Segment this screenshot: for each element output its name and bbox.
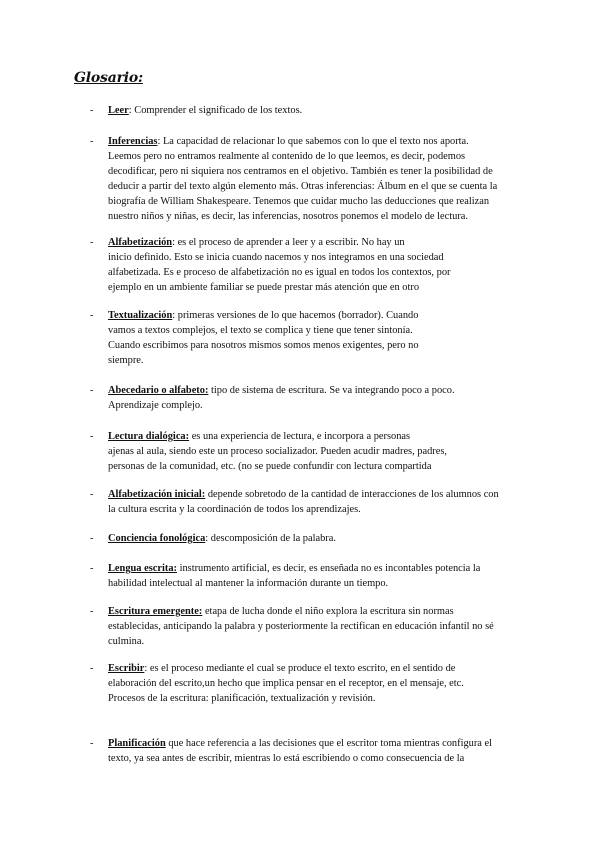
term: Alfabetización inicial: — [108, 489, 206, 500]
bullet-dash: - — [90, 237, 94, 248]
glossary-entry-escritura-emergente — [90, 604, 530, 649]
term: Leer — [108, 105, 129, 116]
bullet-dash: - — [90, 310, 94, 321]
glossary-entry-alfabetizacion-inicial — [90, 487, 530, 517]
definition-line: la cultura escrita y la coordinación de todos los aprendizajes. — [108, 504, 361, 515]
bullet-dash: - — [90, 489, 94, 500]
definition-line: elaboración del escrito,un hecho que implica pensar en el receptor, en el mensaje, etc. — [108, 678, 464, 689]
glossary-entry-leer — [90, 103, 530, 118]
bullet-dash: - — [90, 663, 94, 674]
term: Conciencia fonológica — [108, 533, 206, 544]
definition-line: : La capacidad de relacionar lo que sabemos con lo que el texto nos aporta. — [157, 136, 469, 147]
definition-line: instrumento artificial, es decir, es enseñada no es incontables potencia la — [176, 563, 481, 574]
bullet-dash: - — [90, 533, 94, 544]
definition-line: siempre. — [108, 355, 144, 366]
definition-line: nuestro niños y niñas, es decir, las inferencias, nosotros ponemos el modelo de lectura. — [108, 211, 468, 222]
definition-line: alfabetizada. Es e proceso de alfabetización no es igual en todos los contextos, por — [108, 267, 451, 278]
glossary-entry-alfabetizacion — [90, 235, 530, 295]
definition-line: : descomposición de la palabra. — [205, 533, 336, 544]
definition-line: decodificar, pero ni siquiera nos centramos en el objetivo. También es tener la posibilidad de — [108, 166, 493, 177]
definition-line: etapa de lucha donde el niño explora la escritura sin normas — [202, 606, 454, 617]
definition-line: que hace referencia a las decisiones que el escritor toma mientras configura el — [165, 738, 493, 749]
definition-line: ajenas al aula, siendo este un proceso socializador. Pueden acudir madres, padres, — [108, 446, 448, 457]
definition-line: vamos a textos complejos, el texto se complica y tiene que tener sintonía. — [108, 325, 413, 336]
page-title: Glosario: — [74, 70, 143, 86]
glossary-entry-inferencias — [90, 134, 530, 224]
glossary-entry-lectura-dialogica — [90, 429, 530, 474]
definition-line: texto, ya sea antes de escribir, mientras lo está escribiendo o como consecuencia de la — [108, 753, 465, 764]
bullet-dash: - — [90, 738, 94, 749]
bullet-dash: - — [90, 136, 94, 147]
bullet-dash: - — [90, 385, 94, 396]
bullet-dash: - — [90, 563, 94, 574]
glossary-entry-conciencia-fonologica — [90, 531, 530, 546]
definition-line: Aprendizaje complejo. — [108, 400, 203, 411]
term: Inferencias — [108, 136, 158, 147]
definition-line: : es el proceso mediante el cual se produce el texto escrito, en el sentido de — [144, 663, 456, 674]
definition-line: tipo de sistema de escritura. Se va integrando poco a poco. — [208, 385, 455, 396]
glossary-entry-planificacion — [90, 736, 530, 766]
term: Escribir — [108, 663, 145, 674]
definition-line: : Comprender el significado de los textos. — [128, 105, 303, 116]
term: Lectura dialógica: — [108, 431, 190, 442]
term: Planificación — [108, 738, 166, 749]
bullet-dash: - — [90, 105, 94, 116]
definition-line: depende sobretodo de la cantidad de interacciones de los alumnos con — [205, 489, 499, 500]
definition-line: establecidas, anticipando la palabra y posteriormente la rectifican en educación infantil no sé — [108, 621, 494, 632]
term: Alfabetización — [108, 237, 173, 248]
glossary-entry-textualizacion — [90, 308, 530, 368]
definition-line: biografía de William Shakespeare. Tenemos que cuidar mucho las deducciones que realizan — [108, 196, 490, 207]
definition-line: es una experiencia de lectura, e incorpora a personas — [189, 431, 411, 442]
glossary-entry-lengua-escrita — [90, 561, 530, 591]
definition-line: personas de la comunidad, etc. (no se puede confundir con lectura compartida — [108, 461, 432, 472]
bullet-dash: - — [90, 606, 94, 617]
term: Textualización — [108, 310, 173, 321]
term: Abecedario o alfabeto: — [108, 385, 209, 396]
term: Lengua escrita: — [108, 563, 177, 574]
glossary-entry-abecedario — [90, 383, 530, 413]
definition-line: ejemplo en un ambiente familiar se puede prestar más atención que en otro — [108, 282, 420, 293]
definition-line: Cuando escribimos para nosotros mismos somos menos exigentes, pero no — [108, 340, 419, 351]
definition-line: : primeras versiones de lo que hacemos (borrador). Cuando — [172, 310, 419, 321]
definition-line: : es el proceso de aprender a leer y a escribir. No hay un — [172, 237, 405, 248]
definition-line: Procesos de la escritura: planificación, textualización y revisión. — [108, 693, 376, 704]
definition-line: Leemos pero no entramos realmente al contenido de lo que leemos, es decir, podemos — [108, 151, 466, 162]
definition-line: inicio definido. Esto se inicia cuando nacemos y nos integramos en una sociedad — [108, 252, 444, 263]
definition-line: deducir a partir del texto algún elemento más. Otras inferencias: Álbum en el que se cuenta la — [108, 181, 498, 192]
definition-line: culmina. — [108, 636, 145, 647]
glossary-entry-escribir — [90, 661, 530, 706]
term: Escritura emergente: — [108, 606, 203, 617]
definition-line: habilidad intelectual al mantener la información durante un tiempo. — [108, 578, 389, 589]
bullet-dash: - — [90, 431, 94, 442]
